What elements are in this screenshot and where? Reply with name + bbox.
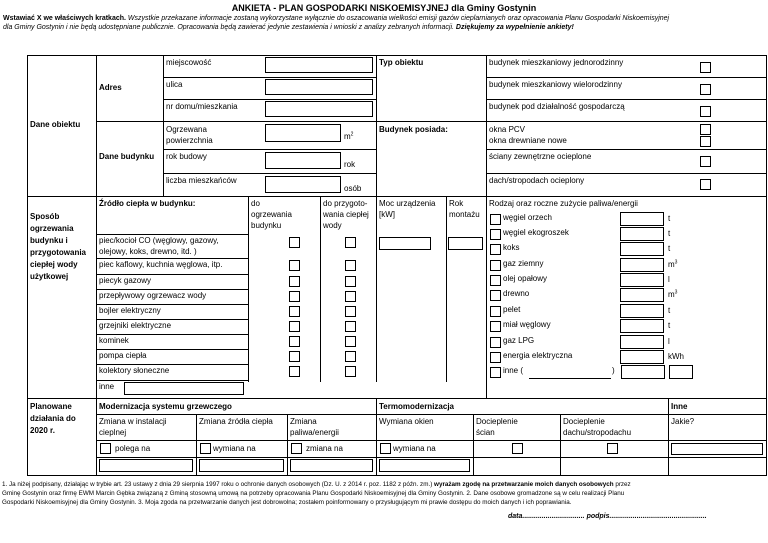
water-header-1: do przygoto- [323,199,368,208]
grid-line [96,319,248,320]
fuel-checkbox[interactable] [490,321,501,332]
grid-line [446,196,447,382]
fuel-unit-base: t [668,321,671,330]
dane-budynku-label: Dane budynku [99,152,155,161]
water-checkbox[interactable] [345,321,356,332]
wymiana-zrodla-label: wymiana na [213,444,256,453]
fuel-amount-input[interactable] [620,227,664,241]
intro-text-1: Wszystkie przekazane informacje zostaną wykorzystane wyłącznie do oszacowania wielkości emisji gazów cieplarnianych oraz opracowania Planu Gospodarki Niskoemisyjnej [127,15,670,22]
grid-line [96,349,248,350]
ogrzewanie-label-3: budynku i [30,236,68,245]
posiada-option-4: dach/stropodach ocieplony [489,176,585,185]
heating-checkbox[interactable] [289,260,300,271]
fuel-checkbox[interactable] [490,306,501,317]
fuel-unit [668,214,670,224]
posiada-option-3: ściany zewnętrzne ocieplone [489,152,592,161]
grid-line [96,304,248,305]
area-input[interactable] [265,124,341,142]
plan-input-3[interactable] [290,459,373,472]
grid-line [766,55,767,476]
water-header-2: wania ciepłej [323,210,369,219]
plan-input-4[interactable] [379,459,470,472]
heat-source-label: kolektory słoneczne [99,366,170,375]
fuel-amount-input[interactable] [620,242,664,256]
fuel-unit [668,244,670,254]
adres-label: Adres [99,83,122,92]
grid-line [163,173,376,174]
other-fuel-name-input[interactable] [529,366,611,379]
grid-line [27,196,767,197]
fuel-label: olej opałowy [503,274,548,283]
consent-line-1 [2,480,766,489]
plan-input-1[interactable] [99,459,193,472]
grid-line [96,380,248,381]
heating-checkbox[interactable] [289,276,300,287]
other-fuel-unit-input[interactable] [669,365,693,379]
ogrzewanie-label-5: ciepłej wody [30,260,78,269]
heat-source-label: przepływowy ogrzewacz wody [99,291,207,300]
fuel-unit-base: m [668,260,675,269]
fuel-amount-input[interactable] [620,304,664,318]
grid-line [486,99,767,100]
fuel-label: gaz LPG [503,336,535,345]
fuel-label: węgiel ekogroszek [503,228,569,237]
fuel-checkbox[interactable] [490,337,501,348]
typ-obiektu-label: Typ obiektu [379,58,424,67]
fuel-label: drewno [503,289,530,298]
col-instalacja-2: cieplnej [99,428,127,437]
docieplenie-scian-checkbox[interactable] [512,443,523,454]
grid-line [486,173,767,174]
typ-option-2: budynek mieszkaniowy wielorodzinny [489,80,622,89]
intro-thanks: Dziękujemy za wypełnienie ankiety! [455,24,574,31]
fuel-label: miał węglowy [503,320,551,329]
heat-source-label: piec/kocioł CO (węglowy, gazowy, [99,236,219,245]
fuel-unit-base: kWh [668,352,684,361]
water-checkbox[interactable] [345,366,356,377]
residents-input[interactable] [265,176,341,193]
grid-line [27,55,28,476]
water-checkbox[interactable] [345,237,356,248]
grid-line [96,440,766,441]
power-header-1: Moc urządzenia [379,199,436,208]
area-unit-base: m [344,132,351,141]
grid-line [486,196,487,398]
wymiana-zrodla-checkbox[interactable] [200,443,211,454]
grid-line [96,55,97,196]
ogrzewanie-label-4: przygotowania [30,248,87,257]
ulica-input[interactable] [265,79,373,95]
fuel-checkbox[interactable] [490,214,501,225]
water-checkbox[interactable] [345,291,356,302]
posiada-option-1: okna PCV [489,125,526,134]
grid-line [486,149,767,150]
termo-header: Termomodernizacja [379,402,454,411]
grid-line [320,196,321,382]
polega-label: polega na [115,444,151,453]
water-checkbox[interactable] [345,306,356,317]
heat-source-label: pompa ciepła [99,351,147,360]
fuel-unit [668,275,670,285]
grid-line [96,258,248,259]
grid-line [96,121,376,122]
budynek-posiada-label: Budynek posiada: [379,125,448,134]
heating-header-3: budynku [251,221,282,230]
fuel-amount-input[interactable] [621,365,665,379]
fuel-label: pelet [503,305,521,314]
fuel-unit-base: m [668,290,675,299]
fuel-unit [668,260,677,270]
posiada-checkbox-3[interactable] [700,156,711,167]
planowane-label-3: 2020 r. [30,426,55,435]
col-sciany-2: ścian [476,428,495,437]
fuel-checkbox[interactable] [490,275,501,286]
fuel-label: inne ( [503,366,524,375]
grid-line [96,289,248,290]
year-header-2: montażu [449,210,480,219]
fuel-amount-input[interactable] [620,335,664,349]
col-paliwo-2: paliwa/energii [290,428,339,437]
grid-line [376,121,767,122]
grid-line [27,55,767,56]
power-input[interactable] [379,237,431,250]
fuel-unit-base: t [668,229,671,238]
fuel-checkbox[interactable] [490,260,501,271]
water-checkbox[interactable] [345,276,356,287]
source-header: Źródło ciepła w budynku: [99,199,196,208]
miejscowosc-input[interactable] [265,57,373,73]
field-nr-domu-label: nr domu/mieszkania [166,102,238,111]
grid-line [163,77,376,78]
ogrzewanie-label-6: użytkowej [30,272,69,281]
power-header-2: [kW] [379,210,395,219]
area-label-1: Ogrzewana [166,125,207,134]
col-sciany-1: Docieplenie [476,417,518,426]
intro-text-2: dla Gminy Gostynin i nie będą udostępniane publicznie. Opracowania będą zawierać jedynie zestawienia i wnioski z analizy zebranych informacji. [3,24,454,31]
grid-line [96,414,766,415]
field-miejscowosc-label: miejscowość [166,58,212,67]
grid-line [248,196,249,382]
intro-lead: Wstawiać X we właściwych kratkach. [3,15,126,22]
typ-checkbox-3[interactable] [700,106,711,117]
year-header-1: Rok [449,199,464,208]
year-label: rok budowy [166,152,207,161]
grid-line [96,196,97,398]
inne-header: Inne [671,402,688,411]
fuel-label: koks [503,243,520,252]
col-dach-1: Docieplenie [563,417,605,426]
grid-line [96,334,248,335]
fuel-checkbox[interactable] [490,352,501,363]
fuel-unit [668,321,670,331]
fuel-unit-base: t [668,244,671,253]
heat-source-label: bojler elektryczny [99,306,161,315]
fuel-unit [668,229,670,239]
consent-bold: wyrażam zgodę na przetwarzanie moich danych osobowych [434,481,614,488]
grid-line [376,55,377,196]
grid-line [668,398,669,475]
fuel-header: Rodzaj oraz roczne zużycie paliwa/energii [489,199,638,208]
heat-source-label: grzejniki elektryczne [99,321,172,330]
fuel-checkbox[interactable] [490,244,501,255]
fuel-unit-base: l [668,337,670,346]
col-zrodlo: Zmiana źródła ciepła [199,417,273,426]
other-fuel-paren: ) [612,366,615,375]
year-input[interactable] [265,152,341,169]
fuel-unit [668,290,677,300]
grid-line [96,457,766,458]
fuel-unit-sup: 3 [674,259,678,266]
fuel-amount-input[interactable] [620,212,664,226]
col-dach-2: dachu/stropodachu [563,428,632,437]
water-checkbox[interactable] [345,336,356,347]
signature-line[interactable]: data................................ podpis.................................................. [508,513,707,520]
area-label-2: powierzchnia [166,136,213,145]
ogrzewanie-label-1: Sposób [30,212,60,221]
col-okna: Wymiana okien [379,417,434,426]
grid-line [486,77,767,78]
fuel-label: węgiel orzech [503,213,552,222]
consent-text [2,480,766,507]
heat-source-label: piecyk gazowy [99,276,152,285]
plan-input-2[interactable] [199,459,284,472]
typ-checkbox-2[interactable] [700,84,711,95]
typ-option-3: budynek pod działalność gospodarczą [489,102,625,111]
fuel-unit [668,337,670,347]
fuel-amount-input[interactable] [620,258,664,272]
fuel-unit-base: t [668,306,671,315]
grid-line [560,414,561,475]
polega-checkbox[interactable] [100,443,111,454]
grid-line [27,398,767,399]
grid-line [196,414,197,475]
heating-header-1: do [251,199,260,208]
heating-header-2: ogrzewania [251,210,292,219]
consent-line-3: Gospodarki Niskoemisyjnej dla Gminy Gostynin. 3. Moja zgoda na przetwarzanie danych jest dobrowolna; zostałem poinformowany o przysługującym mi prawie dostępu do moich danych i ich poprawiania. [2,499,572,506]
water-checkbox[interactable] [345,351,356,362]
consent-text-1: 1. Ja niżej podpisany, działając w trybie art. 23 ustawy z dnia 29 sierpnia 1997 roku o ochronie danych osobowych (Dz. U. z 2014 r. poz. 1182 z późn. zm.) [2,481,433,488]
area-unit-sup: 2 [350,131,354,138]
grid-line [376,196,377,382]
wymiana-okien-checkbox[interactable] [380,443,391,454]
residents-label: liczba mieszkańców [166,176,237,185]
page-title: ANKIETA - PLAN GOSPODARKI NISKOEMISYJNEJ dla Gminy Gostynin [231,3,537,13]
posiada-option-2: okna drewniane nowe [489,136,567,145]
heating-checkbox[interactable] [289,306,300,317]
area-unit [344,132,353,142]
fuel-amount-input[interactable] [620,350,664,364]
posiada-checkbox-4[interactable] [700,179,711,190]
zmiana-paliwa-checkbox[interactable] [291,443,302,454]
fuel-unit-sup: 3 [674,289,678,296]
fuel-label: gaz ziemny [503,259,544,268]
col-instalacja-1: Zmiana w instalacji [99,417,167,426]
fuel-checkbox[interactable] [490,229,501,240]
typ-option-1: budynek mieszkaniowy jednorodzinny [489,58,624,67]
water-header-3: wody [323,221,342,230]
inne-plan-input[interactable] [671,443,763,455]
ogrzewanie-label-2: ogrzewania [30,224,74,233]
grid-line [287,414,288,475]
year-unit: rok [344,160,356,169]
consent-text-2: przez [615,481,631,488]
fuel-unit [668,352,684,362]
fuel-checkbox[interactable] [490,290,501,301]
planowane-label-1: Planowane [30,402,72,411]
heat-source-label: olejowy, koks, drewno, itd. ) [99,247,197,256]
grid-line [163,149,376,150]
grid-line [376,398,377,475]
grid-line [27,475,767,476]
grid-line [96,364,248,365]
section-dane-obiektu: Dane obiektu [30,120,81,129]
heating-checkbox[interactable] [289,321,300,332]
heating-checkbox[interactable] [289,351,300,362]
intro-line-2 [3,23,574,33]
col-paliwo-1: Zmiana [290,417,317,426]
heat-source-label: piec kaflowy, kuchnia węglowa, itp. [99,260,223,269]
grid-line [96,398,97,475]
fuel-label: energia elektryczna [503,351,573,360]
fuel-unit-base: t [668,214,671,223]
posiada-checkbox-2[interactable] [700,136,711,147]
heat-source-label: inne [99,382,115,391]
wymiana-okien-label: wymiana na [393,444,436,453]
water-checkbox[interactable] [345,260,356,271]
grid-line [96,234,248,235]
heating-checkbox[interactable] [289,291,300,302]
residents-unit: osób [344,184,362,193]
fuel-unit-base: l [668,275,670,284]
field-ulica-label: ulica [166,80,183,89]
consent-line-2: Gminę Gostynin oraz firmę EWM Marcin Gębka związaną z Gminą stosowną umową na potrzeby opracowania Planu Gospodarki Niskoemisyjnej dla Gminy Gostynin. 2. Dane osobowe gromadzone są w celu realizacji Planu [2,490,625,497]
fuel-amount-input[interactable] [620,319,664,333]
typ-checkbox-1[interactable] [700,62,711,73]
heating-checkbox[interactable] [289,237,300,248]
fuel-amount-input[interactable] [620,273,664,287]
grid-line [473,414,474,475]
col-jakie: Jakie? [671,417,695,426]
install-year-input[interactable] [448,237,483,250]
zmiana-paliwa-label: zmiana na [306,444,343,453]
grid-line [96,274,248,275]
docieplenie-dachu-checkbox[interactable] [607,443,618,454]
other-source-input[interactable] [124,382,244,395]
heating-checkbox[interactable] [289,366,300,377]
grid-line [163,99,376,100]
nr-domu-input[interactable] [265,101,373,117]
fuel-amount-input[interactable] [620,288,664,302]
heat-source-label: kominek [99,336,129,345]
posiada-checkbox-1[interactable] [700,124,711,135]
section-ogrzewanie [30,212,87,281]
planowane-label-2: działania do [30,414,76,423]
fuel-checkbox[interactable] [490,367,501,378]
modernizacja-header: Modernizacja systemu grzewczego [99,402,232,411]
fuel-unit [668,306,670,316]
heating-checkbox[interactable] [289,336,300,347]
